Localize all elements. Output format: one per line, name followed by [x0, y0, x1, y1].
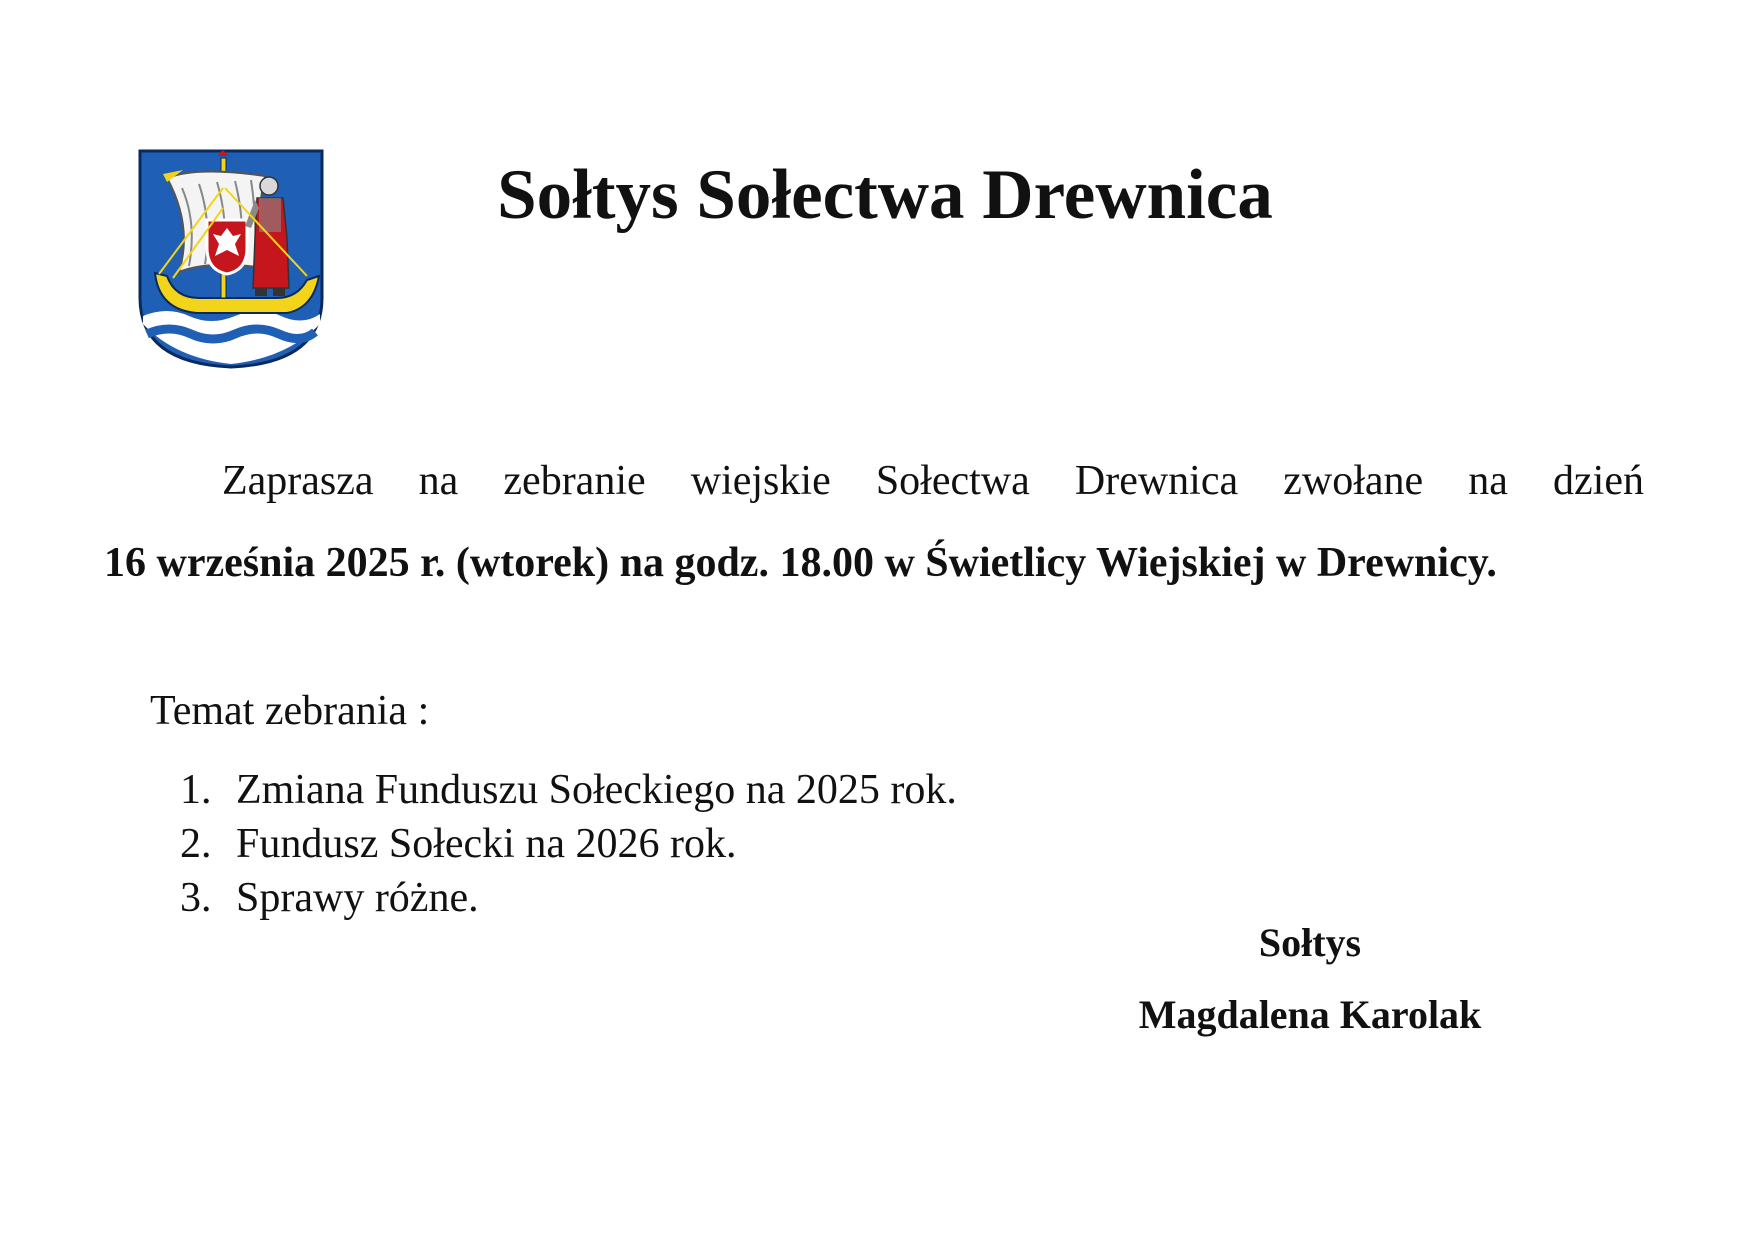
agenda-item-number: 3.	[180, 875, 212, 921]
signature-block	[1110, 915, 1510, 1043]
meeting-date-location: 16 września 2025 r. (wtorek) na godz. 18.00 w Świetlicy Wiejskiej w Drewnicy.	[104, 540, 1497, 586]
page-title: Sołtys Sołectwa Drewnica	[497, 156, 1273, 234]
agenda-item-text: Sprawy różne.	[236, 875, 479, 921]
agenda-item-text: Zmiana Funduszu Sołeckiego na 2025 rok.	[236, 767, 957, 813]
signature-name: Magdalena Karolak	[1138, 992, 1482, 1037]
agenda-heading: Temat zebrania :	[150, 688, 430, 734]
agenda-item-number: 1.	[180, 767, 212, 813]
municipal-coat-of-arms-icon	[137, 148, 325, 370]
signature-role: Sołtys	[1258, 920, 1362, 965]
agenda-item	[180, 871, 957, 925]
invitation-line: Zaprasza na zebranie wiejskie Sołectwa Drewnica zwołane na dzień	[222, 458, 1644, 504]
agenda-item	[180, 763, 957, 817]
agenda-item-number: 2.	[180, 821, 212, 867]
agenda-item-text: Fundusz Sołecki na 2026 rok.	[236, 821, 737, 867]
agenda-item	[180, 817, 957, 871]
invitation-text	[104, 440, 1644, 604]
agenda-list	[180, 763, 957, 925]
